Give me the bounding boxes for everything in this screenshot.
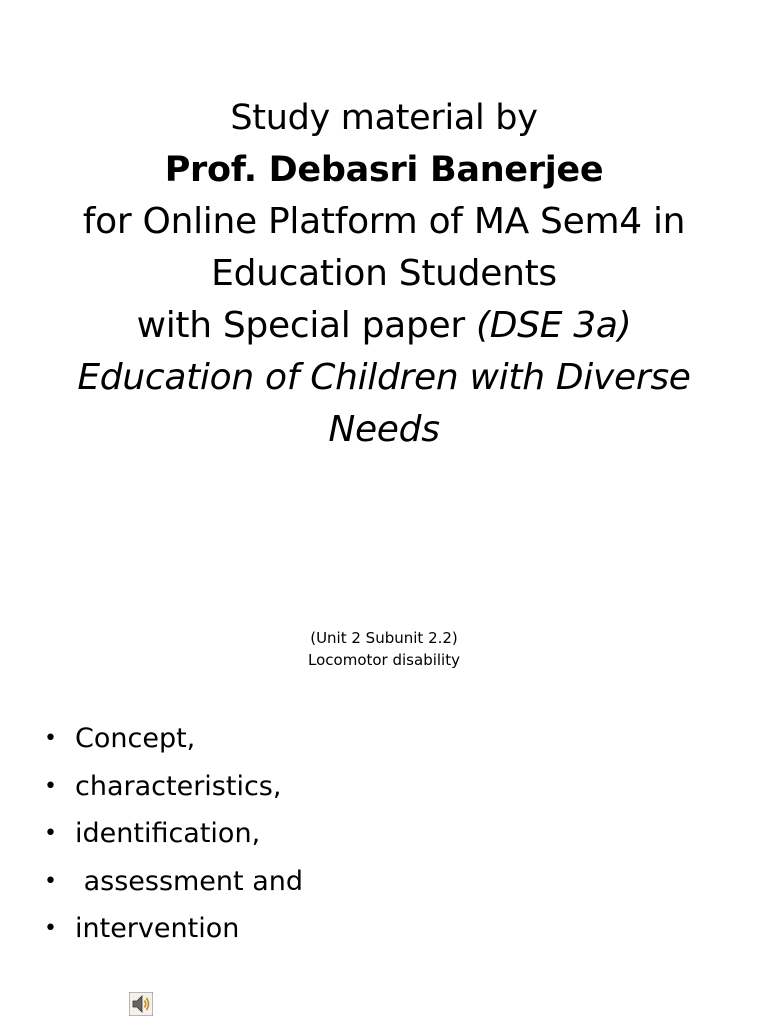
speaker-icon[interactable] (129, 992, 153, 1016)
paper-code: (DSE 3a) (476, 305, 632, 346)
author-name: Prof. Debasri Banerjee (164, 150, 604, 190)
bullet-icon: • (44, 868, 57, 894)
title-line-platform: for Online Platform of MA Sem4 in (82, 201, 686, 242)
subunit-code: (Unit 2 Subunit 2.2) (310, 629, 458, 647)
course-title-line-2: Needs (328, 409, 440, 450)
bullet-icon: • (44, 821, 57, 847)
title-block (0, 92, 768, 456)
list-item: • intervention (44, 913, 240, 945)
subunit-topic: Locomotor disability (308, 651, 460, 669)
list-item: • assessment and (44, 865, 303, 897)
bullet-icon: • (44, 916, 57, 942)
course-title-line-1: Education of Children with Diverse (77, 357, 691, 398)
title-line-students: Education Students (211, 253, 557, 294)
bullet-icon: • (44, 726, 57, 752)
topic-bullet-list (44, 715, 303, 953)
title-line-study-material: Study material by (230, 98, 538, 138)
list-item: • characteristics, (44, 770, 282, 802)
paper-prefix: with Special paper (136, 305, 476, 346)
list-item: • identification, (44, 818, 261, 850)
bullet-icon: • (44, 773, 57, 799)
list-item: • Concept, (44, 723, 196, 755)
subunit-block (0, 627, 768, 671)
title-line-paper (0, 300, 768, 352)
